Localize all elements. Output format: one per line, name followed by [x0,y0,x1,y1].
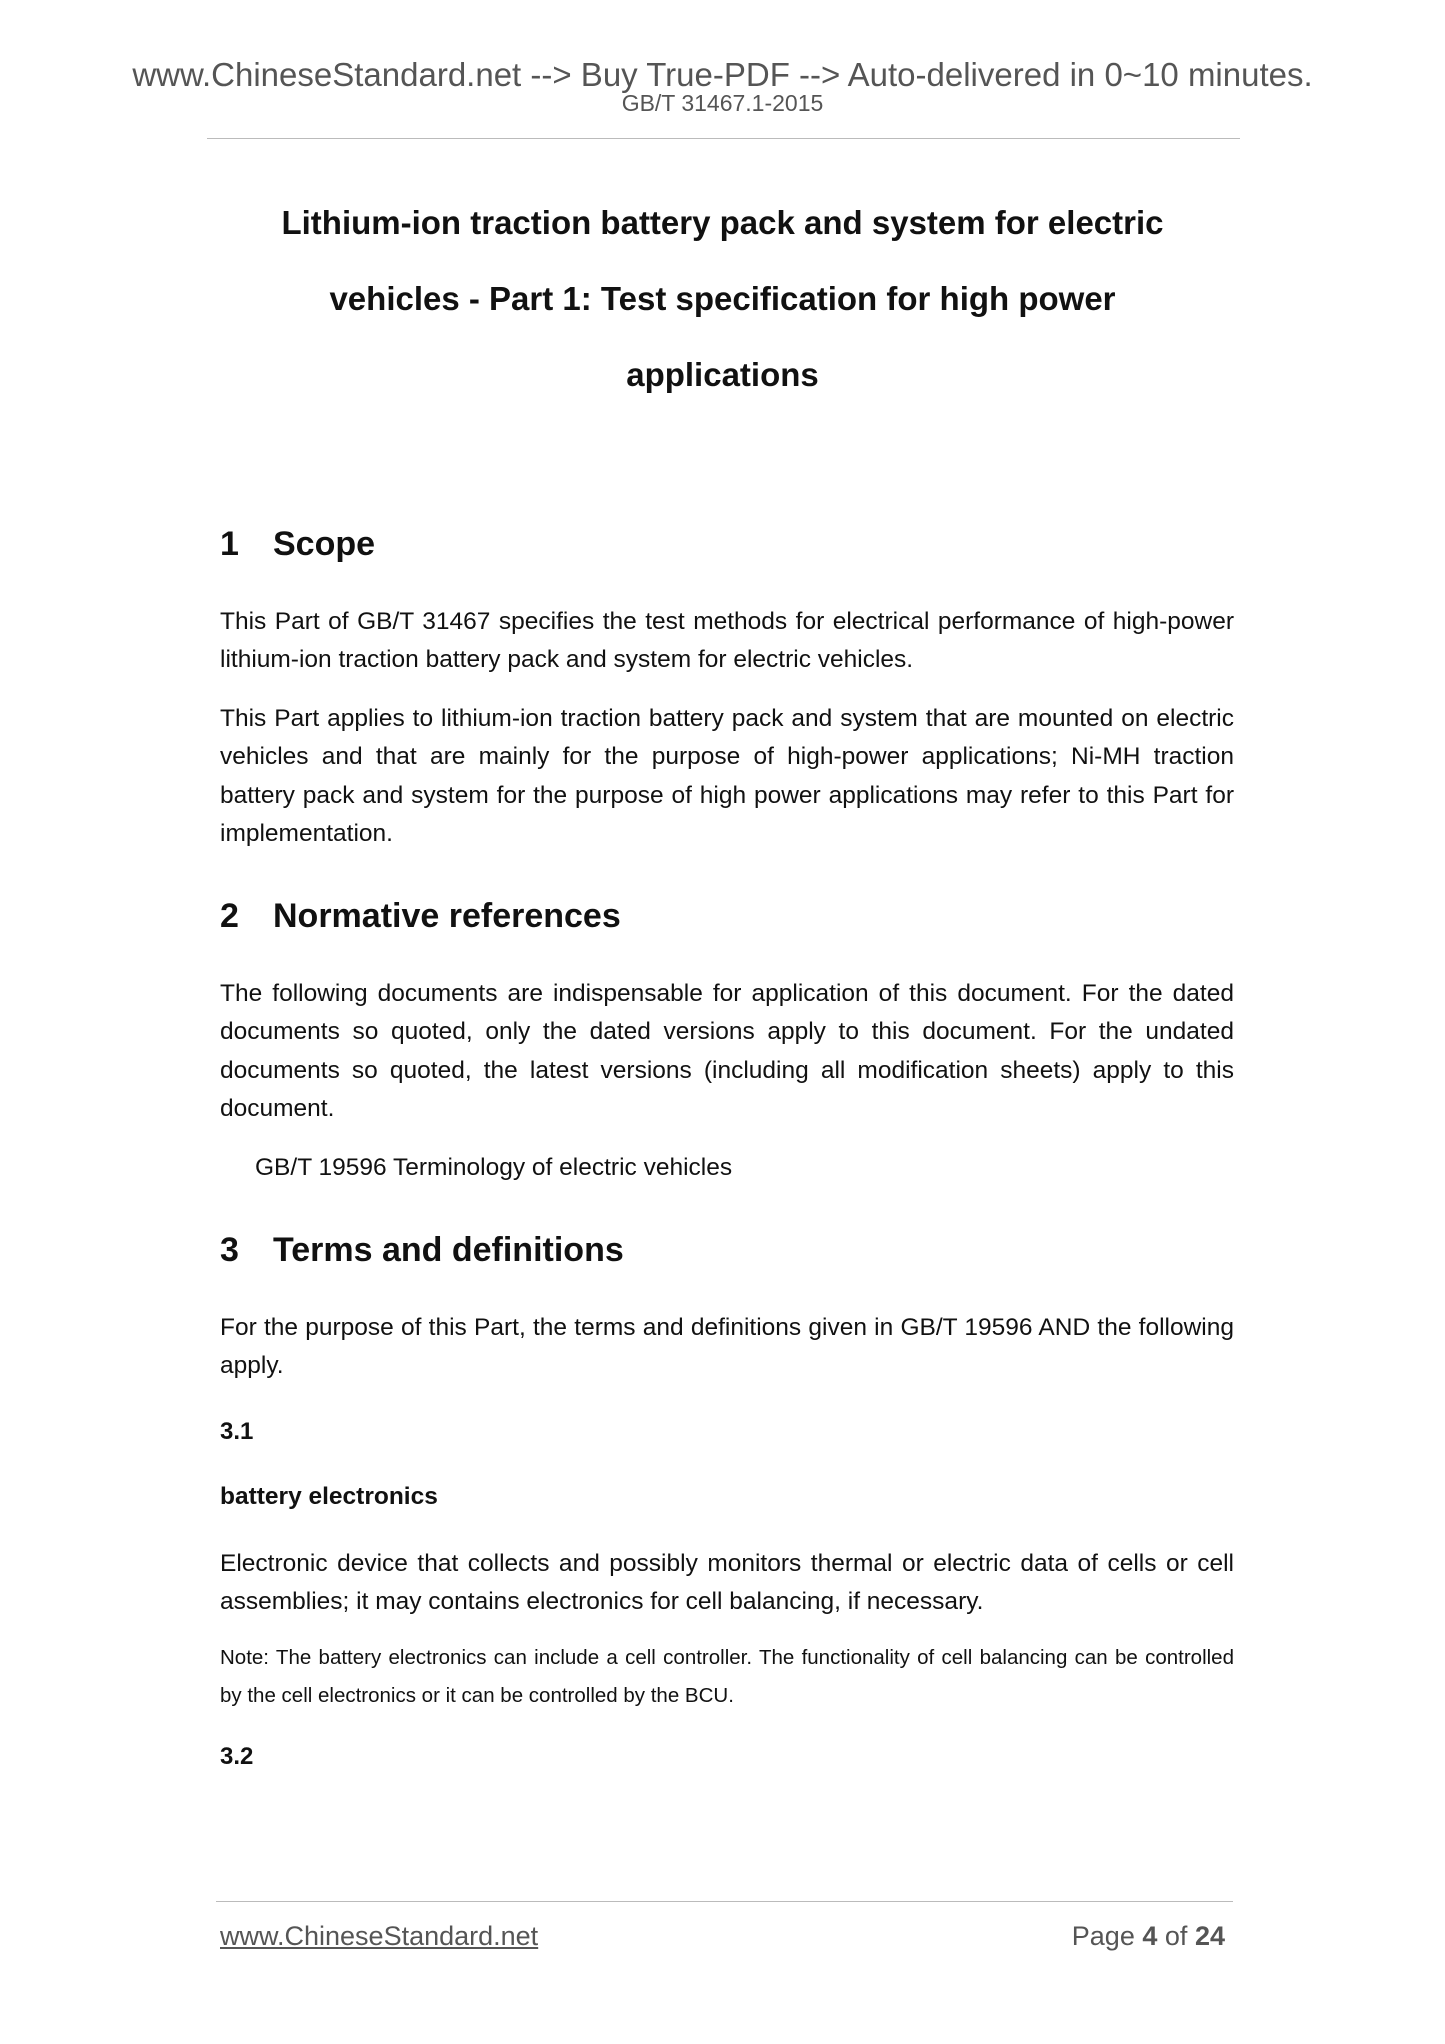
section-heading-terms [220,1230,1234,1271]
title-line-2: vehicles - Part 1: Test specification for high power [329,280,1116,317]
section-number: 3 [220,1231,239,1270]
clause-number-3-2: 3.2 [220,1742,254,1770]
term-note: Note: The battery electronics can include a cell controller. The functionality of cell balancing can be controlled by the cell electronics or it can be controlled by the BCU. [220,1645,1234,1707]
title-line-1: Lithium-ion traction battery pack and system for electric [281,204,1164,241]
term-battery-electronics: battery electronics [220,1482,438,1510]
page-current: 4 [1142,1921,1158,1951]
normative-paragraph: The following documents are indispensable for application of this document. For the dated documents so quoted, only the dated versions apply to this document. For the undated documents so quoted, the latest versions (including all modification sheets) apply to this document. [220,979,1234,1123]
section-heading-scope [220,524,1234,565]
section-title: Terms and definitions [273,1231,624,1270]
page-total: 24 [1194,1921,1225,1951]
section-number: 2 [220,896,239,935]
standard-code: GB/T 31467.1-2015 [621,90,824,116]
section-title: Scope [273,525,376,563]
title-line-3: applications [626,356,819,393]
page-indicator [1072,1921,1225,1952]
section-title: Normative references [273,896,621,935]
section-number: 1 [220,525,239,563]
header-banner: www.ChineseStandard.net --> Buy True-PDF --> Auto-delivered in 0~10 minutes. [132,56,1313,93]
terms-paragraph: For the purpose of this Part, the terms and definitions given in GB/T 19596 AND the following apply. [220,1313,1234,1380]
document-title [220,185,1225,413]
footer-site-link[interactable]: www.ChineseStandard.net [220,1921,539,1951]
document-body [220,520,1234,1771]
clause-number-3-1: 3.1 [220,1417,254,1445]
section-heading-normative-references [220,896,1234,937]
header-divider [207,138,1240,139]
normative-reference-item: GB/T 19596 Terminology of electric vehicles [255,1153,733,1181]
term-definition: Electronic device that collects and possibly monitors thermal or electric data of cells or cell assemblies; it may contains electronics for cell balancing, if necessary. [220,1549,1234,1616]
scope-paragraph-1: This Part of GB/T 31467 specifies the test methods for electrical performance of high-power lithium-ion traction battery pack and system for electric vehicles. [220,607,1234,674]
footer-divider [216,1901,1233,1902]
scope-paragraph-2: This Part applies to lithium-ion traction battery pack and system that are mounted on electric vehicles and that are mainly for the purpose of high-power applications; Ni-MH traction battery pack and system for the purpose of high power applications may refer to this Part for implementation. [220,704,1234,848]
page-prefix: Page [1071,1921,1135,1951]
page-of: of [1164,1921,1188,1951]
